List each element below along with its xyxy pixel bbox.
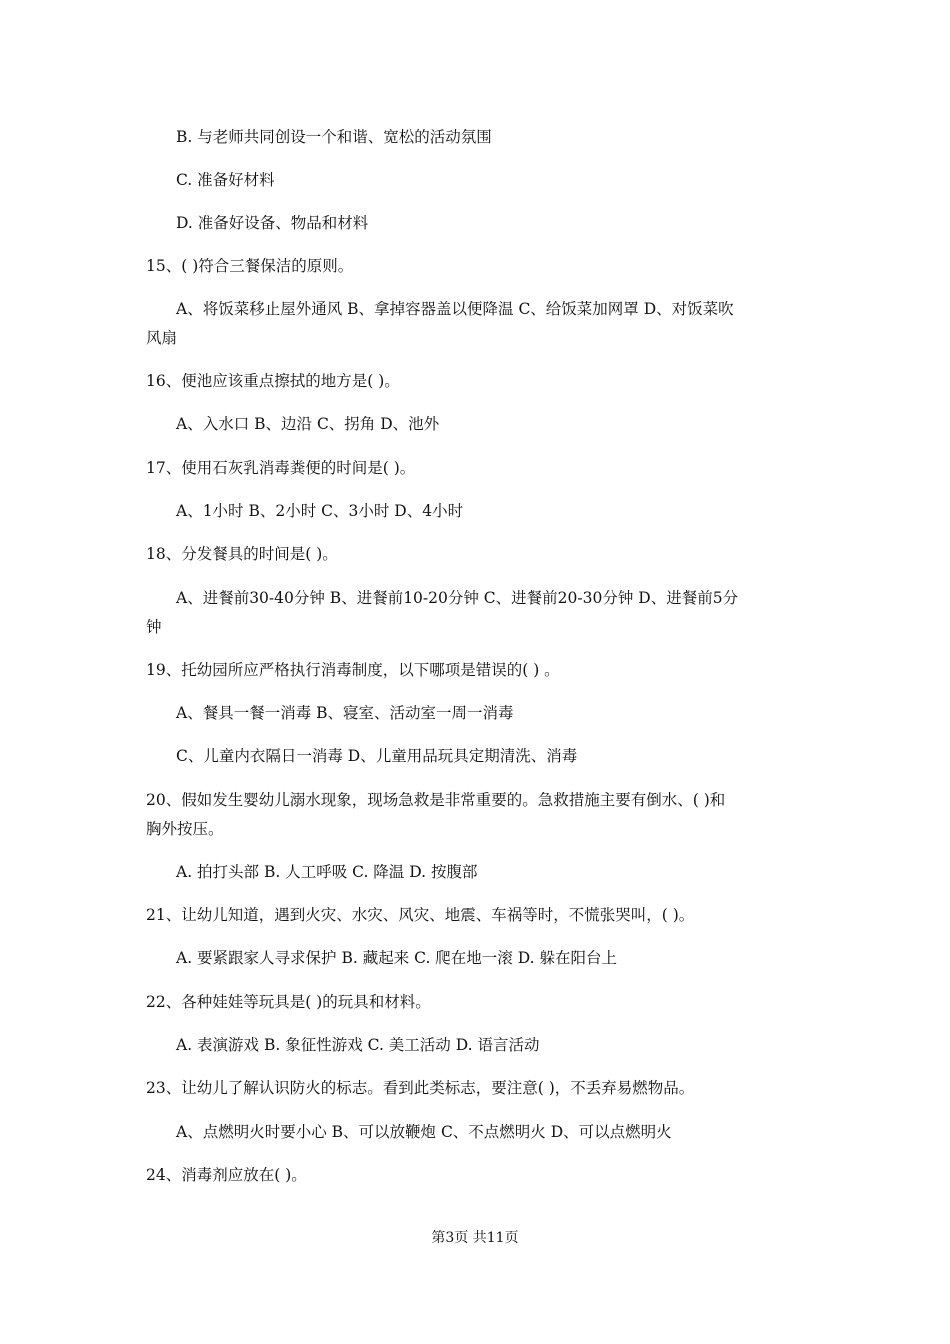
question-17: 17、使用石灰乳消毒粪便的时间是( )。: [146, 459, 416, 477]
continuation-line: 风扇: [146, 329, 178, 347]
question-24: 24、消毒剂应放在( )。: [146, 1166, 307, 1184]
option-line: B. 与老师共同创设一个和谐、宽松的活动氛围: [176, 128, 492, 146]
option-line: A、点燃明火时要小心 B、可以放鞭炮 C、不点燃明火 D、可以点燃明火: [176, 1123, 672, 1141]
option-line: C. 准备好材料: [176, 171, 275, 189]
continuation-line: 胸外按压。: [146, 820, 224, 838]
question-20: 20、假如发生婴幼儿溺水现象，现场急救是非常重要的。急救措施主要有倒水、( )和: [146, 791, 726, 809]
question-22: 22、各种娃娃等玩具是( )的玩具和材料。: [146, 993, 431, 1011]
option-line: A. 拍打头部 B. 人工呼吸 C. 降温 D. 按腹部: [176, 863, 478, 881]
question-19: 19、托幼园所应严格执行消毒制度，以下哪项是错误的( ) 。: [146, 661, 560, 679]
question-18: 18、分发餐具的时间是( )。: [146, 545, 338, 563]
option-line: A、餐具一餐一消毒 B、寝室、活动室一周一消毒: [176, 704, 514, 722]
question-16: 16、便池应该重点擦拭的地方是( )。: [146, 372, 400, 390]
question-21: 21、让幼儿知道，遇到火灾、水灾、风灾、地震、车祸等时，不慌张哭叫，( )。: [146, 906, 695, 924]
page-footer: 第3页 共11页: [431, 1230, 519, 1246]
option-line: A、1小时 B、2小时 C、3小时 D、4小时: [176, 502, 464, 520]
continuation-line: 钟: [146, 618, 162, 636]
question-15: 15、( )符合三餐保洁的原则。: [146, 257, 354, 275]
option-line: A、入水口 B、边沿 C、拐角 D、池外: [176, 415, 440, 433]
option-line: C、儿童内衣隔日一消毒 D、儿童用品玩具定期清洗、消毒: [176, 747, 578, 765]
option-line: A、将饭菜移止屋外通风 B、拿掉容器盖以便降温 C、给饭菜加网罩 D、对饭菜吹: [176, 300, 734, 318]
option-line: D. 准备好设备、物品和材料: [176, 214, 369, 232]
option-line: A. 要紧跟家人寻求保护 B. 藏起来 C. 爬在地一滚 D. 躲在阳台上: [176, 949, 617, 967]
option-line: A. 表演游戏 B. 象征性游戏 C. 美工活动 D. 语言活动: [176, 1036, 540, 1054]
question-23: 23、让幼儿了解认识防火的标志。看到此类标志，要注意( )，不丢弃易燃物品。: [146, 1079, 695, 1097]
option-line: A、进餐前30-40分钟 B、进餐前10-20分钟 C、进餐前20-30分钟 D、进餐前5分: [176, 589, 739, 607]
